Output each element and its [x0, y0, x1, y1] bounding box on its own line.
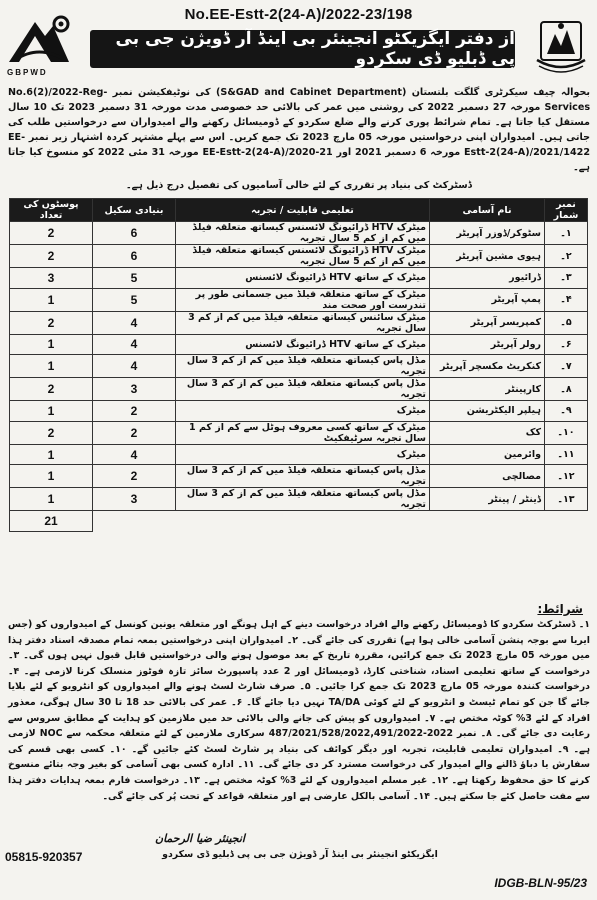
cell-qualification: میٹرک HTV ڈرائیونگ لائسنس کیساتھ متعلقہ فیلڈ میں کم از کم 5 سال تجربہ: [176, 245, 430, 268]
cell-serial: ۱۰۔: [545, 421, 588, 444]
cell-post-name: ہیوی مشین آپریٹر: [430, 245, 545, 268]
cell-post-name: مصالچی: [430, 465, 545, 488]
office-phone: 05815-920357: [5, 850, 83, 864]
gbpwd-logo: [5, 14, 73, 80]
cell-qualification: میٹرک سائنس کیساتھ متعلقہ فیلڈ میں کم از کم 3 سال تجربہ: [176, 311, 430, 334]
cell-posts: 1: [10, 355, 93, 378]
cell-serial: ۱۱۔: [545, 444, 588, 465]
cell-qualification: میٹرک HTV ڈرائیونگ لائسنس کیساتھ متعلقہ فیلڈ میں کم از کم 5 سال تجربہ: [176, 222, 430, 245]
cell-qualification: میٹرک کے ساتھ کسی معروف ہوٹل سے کم از کم 1 سال تجربہ سرٹیفکیٹ: [176, 421, 430, 444]
idgb-code: IDGB-BLN-95/23: [494, 876, 587, 890]
table-row: [10, 465, 588, 488]
cell-serial: ۵۔: [545, 311, 588, 334]
cell-scale: 2: [93, 421, 176, 444]
cell-scale: 4: [93, 355, 176, 378]
cell-scale: 4: [93, 311, 176, 334]
cell-qualification: مڈل پاس کیساتھ متعلقہ فیلڈ میں کم از کم 3 سال تجربہ: [176, 488, 430, 511]
cell-qualification: مڈل پاس کیساتھ متعلقہ فیلڈ میں کم از کم 3 سال تجربہ: [176, 465, 430, 488]
cell-scale: 2: [93, 401, 176, 422]
office-title-banner: از دفتر ایگزیکٹو انجینئر بی اینڈ آر ڈویژن جی بی پی ڈبلیو ڈی سکردو: [90, 30, 515, 68]
cell-qualification: میٹرک: [176, 401, 430, 422]
cell-scale: 2: [93, 465, 176, 488]
table-row: [10, 378, 588, 401]
cell-post-name: ڈینٹر / پینٹر: [430, 488, 545, 511]
cell-post-name: کارپینٹر: [430, 378, 545, 401]
cell-posts: 2: [10, 421, 93, 444]
cell-scale: 6: [93, 245, 176, 268]
table-row: [10, 334, 588, 355]
header-posts: پوسٹوں کی تعداد: [10, 199, 93, 222]
cell-post-name: کک: [430, 421, 545, 444]
cell-serial: ۱۲۔: [545, 465, 588, 488]
header-scale: بنیادی سکیل: [93, 199, 176, 222]
conditions-paragraph: ۱۔ ڈسٹرکٹ سکردو کا ڈومیسائل رکھنے والے افراد درخواست دینے کے اہل ہونگے اور متعلقہ یونین کونسل کے امیدواروں کو (جس ایریا سے بوجہ پنشن آسامی خالی ہوا ہے) تقرری کی جائے گی۔ ۲۔ امیدواران اپنی درخواستیں بمعہ تمام مصدقہ اسناد دفتر ہذا میں مورخہ 05 مارچ 2023 تک جمع کرائیں، مقررہ تاریخ کے بعد موصول ہونے والی درخواستیں قابل قبول نہیں ہوں گی۔ ۳۔ درخواست کے ساتھ تعلیمی اسناد، شناختی کارڈ، ڈومیسائل اور 2 عدد پاسپورٹ سائز تازہ فوٹوز منسلک کرنا لازمی ہے۔ ۴۔ درخواست کنندہ مورخہ 05 مارچ 2023 تک جمع کرا جائیں۔ ۵۔ صرف شارٹ لسٹ ہونے والے امیدواروں کو انٹرویو کے لئے بلایا جائے گا جن کو تمام ٹیسٹ و انٹرویو کے لئے کوئی TA/DA نہیں دیا جائے گا۔ ۶۔ عمر کی بالائی حد 18 تا 30 سال ہوگی، معذور افراد کے لئے 3% کوٹہ مختص ہے۔ ۷۔ امیدواروں کو پیش کی جانے والی بالائی حد میں ملازمین کو ہدایت کے مطابق سروس سے رعایت دی جائے گی۔ ۸۔ نمبر 2022-487/2021/528/2022,491/2022 سرکاری ملازمین کے لئے متعلقہ محکمہ سے NOC لازمی ہے۔ ۹۔ امیدواران تعلیمی قابلیت، تجربہ اور دیگر کوائف کی بنیاد پر شارٹ لسٹ کئے جائیں گے۔ ۱۰۔ کسی بھی قسم کی سفارش یا دباؤ ڈالنے والے امیدوار کی درخواست مسترد کر دی جائے گی۔ ۱۱۔ ادارہ کسی بھی آسامی کو بغیر وجہ بتائے منسوخ کرنے کا حق محفوظ رکھتا ہے۔ ۱۲۔ غیر مسلم امیدواروں کے لئے 3% کوٹہ مختص ہے۔ ۱۳۔ درخواست فارم بمعہ ہدایات دفتر ہذا سے مفت حاصل کئے جا سکتے ہیں۔ ۱۴۔ آسامی بالکل عارضی ہے اور متعلقہ قواعد کے تحت پُر کی جائے گی۔: [8, 619, 591, 802]
total-posts: 21: [10, 511, 93, 532]
conditions-heading: شرائط:: [537, 602, 583, 616]
intro-text: [8, 85, 590, 193]
cell-posts: 1: [10, 465, 93, 488]
table-row: [10, 421, 588, 444]
vacancies-table: [9, 198, 588, 532]
cell-posts: 1: [10, 334, 93, 355]
cell-serial: ۲۔: [545, 245, 588, 268]
cell-posts: 1: [10, 401, 93, 422]
cell-serial: ۷۔: [545, 355, 588, 378]
reference-number: No.EE-Estt-2(24-A)/2022-23/198: [184, 6, 413, 23]
cell-qualification: میٹرک: [176, 444, 430, 465]
cell-post-name: ہیلپر الیکٹریشن: [430, 401, 545, 422]
cell-scale: 6: [93, 222, 176, 245]
cell-posts: 2: [10, 222, 93, 245]
cell-post-name: رولر آپریٹر: [430, 334, 545, 355]
cell-serial: ۶۔: [545, 334, 588, 355]
intro-line-2: ڈسٹرکٹ کی بنیاد پر تقرری کے لئے خالی آسامیوں کی تفصیل درج ذیل ہے۔: [126, 180, 472, 191]
cell-qualification: میٹرک کے ساتھ HTV ڈرائیونگ لائسنس: [176, 334, 430, 355]
table-row: [10, 401, 588, 422]
cell-posts: 2: [10, 311, 93, 334]
table-row: [10, 288, 588, 311]
cell-serial: ۱۳۔: [545, 488, 588, 511]
cell-scale: 3: [93, 378, 176, 401]
table-header-row: [10, 199, 588, 222]
cell-posts: 3: [10, 268, 93, 289]
signatory-name: انجینئر ضیا الرحمان: [155, 832, 245, 845]
conditions-text: [8, 617, 590, 804]
table-row: [10, 355, 588, 378]
cell-serial: ۸۔: [545, 378, 588, 401]
total-row: [10, 511, 588, 532]
cell-posts: 1: [10, 488, 93, 511]
table-row: [10, 488, 588, 511]
cell-posts: 1: [10, 288, 93, 311]
gbpwd-logo-text: GBPWD: [7, 68, 48, 77]
cell-post-name: سٹوکر/ڈوزر آپریٹر: [430, 222, 545, 245]
cell-scale: 5: [93, 268, 176, 289]
table-row: [10, 268, 588, 289]
cell-post-name: پمپ آپریٹر: [430, 288, 545, 311]
gilgit-baltistan-emblem: [533, 16, 589, 76]
table-row: [10, 444, 588, 465]
cell-scale: 4: [93, 444, 176, 465]
cell-scale: 3: [93, 488, 176, 511]
cell-post-name: کنکریٹ مکسچر آپریٹر: [430, 355, 545, 378]
table-row: [10, 222, 588, 245]
table-row: [10, 311, 588, 334]
cell-qualification: مڈل پاس کیساتھ متعلقہ فیلڈ میں کم از کم 3 سال تجربہ: [176, 355, 430, 378]
cell-scale: 5: [93, 288, 176, 311]
header-qualification: تعلیمی قابلیت / تجربہ: [176, 199, 430, 222]
cell-posts: 2: [10, 378, 93, 401]
cell-post-name: کمپریسر آپریٹر: [430, 311, 545, 334]
cell-post-name: وائرمین: [430, 444, 545, 465]
cell-posts: 1: [10, 444, 93, 465]
cell-serial: ۴۔: [545, 288, 588, 311]
cell-serial: ۹۔: [545, 401, 588, 422]
cell-serial: ۱۔: [545, 222, 588, 245]
cell-qualification: میٹرک کے ساتھ متعلقہ فیلڈ میں جسمانی طور پر تندرست اور صحت مند: [176, 288, 430, 311]
cell-qualification: مڈل پاس کیساتھ متعلقہ فیلڈ میں کم از کم 3 سال تجربہ: [176, 378, 430, 401]
cell-post-name: ڈرائیور: [430, 268, 545, 289]
cell-serial: ۳۔: [545, 268, 588, 289]
signatory-title: ایگزیکٹو انجینئر بی اینڈ آر ڈویژن جی بی پی ڈبلیو ڈی سکردو: [162, 849, 438, 860]
header-post-name: نام آسامی: [430, 199, 545, 222]
table-row: [10, 245, 588, 268]
cell-qualification: میٹرک کے ساتھ HTV ڈرائیونگ لائسنس: [176, 268, 430, 289]
cell-scale: 4: [93, 334, 176, 355]
header-serial: نمبر شمار: [545, 199, 588, 222]
intro-paragraph: بحوالہ چیف سیکرٹری گلگت بلتستان (S&GAD and Cabinet Department) کی نوٹیفکیشن نمبر No.6(2)/2022-Reg-Services مورخہ 27 دسمبر 2022 کی روشنی میں عمر کی بالائی حد خصوصی مدت مورخہ 31 دسمبر 2023 تک 10 سال مستقل کیا جاتا ہے۔ تمام شرائط پوری کرنے والے ضلع سکردو کے ڈومیسائل رکھنے والے امیدواران سے درخواستیں طلب کی جاتی ہیں۔ امیدواران اپنی درخواستیں مورخہ 05 مارچ 2023 تک جمع کریں۔ اس سے پہلے مشتہر کردہ اشتہار زیر نمبر EE-Estt-2(24-A)/2021/1422 مورخہ 6 دسمبر 2021 اور EE-Estt-2(24-A)/2020-21 مورخہ 31 مئی 2022 کو منسوخ کیا جاتا ہے۔: [8, 87, 591, 173]
cell-posts: 2: [10, 245, 93, 268]
